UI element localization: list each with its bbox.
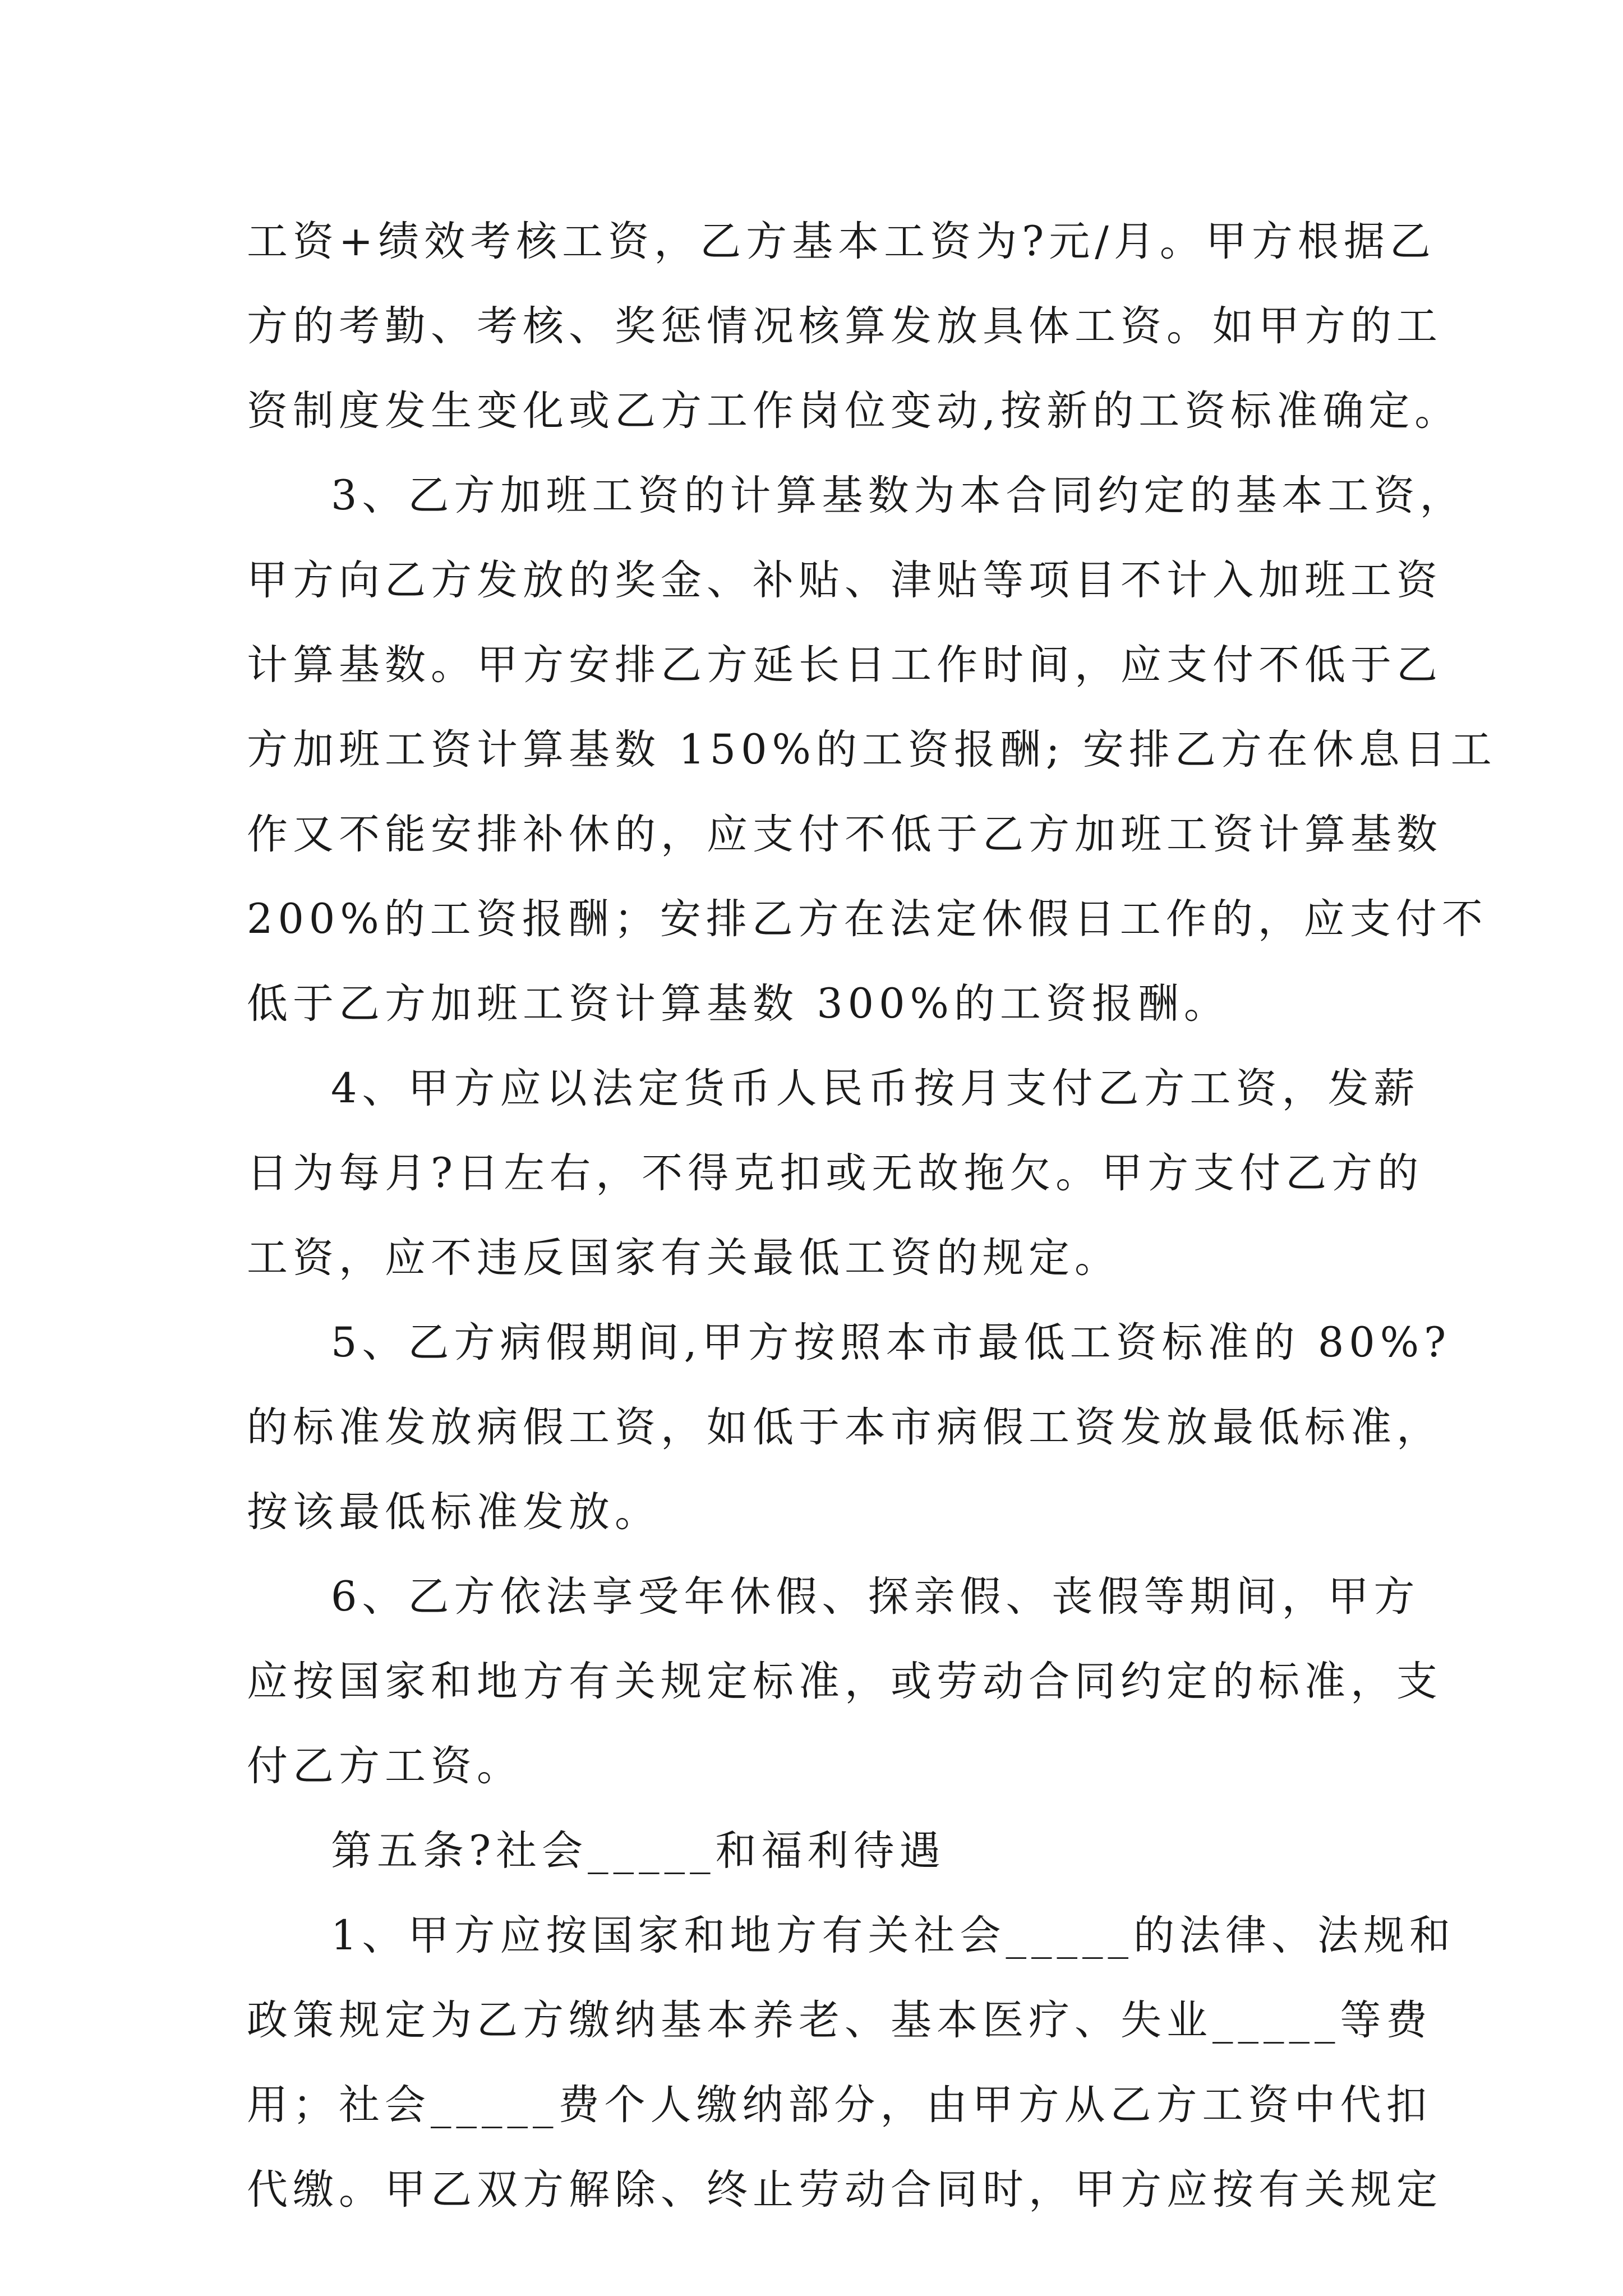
text-line: 的标准发放病假工资，如低于本市病假工资发放最低标准， (247, 1404, 1442, 1451)
text-line: 3、乙方加班工资的计算基数为本合同约定的基本工资， (331, 472, 1466, 519)
text-line: 用；社会_____费个人缴纳部分，由甲方从乙方工资中代扣 (247, 2081, 1432, 2129)
text-line: 按该最低标准发放。 (247, 1488, 661, 1536)
text-line: 应按国家和地方有关规定标准，或劳动合同约定的标准，支 (247, 1658, 1442, 1705)
text-line: 1、甲方应按国家和地方有关社会_____的法律、法规和 (331, 1912, 1455, 1959)
text-line: 计算基数。甲方安排乙方延长日工作时间，应支付不低于乙 (247, 641, 1442, 689)
text-line: 甲方向乙方发放的奖金、补贴、津贴等项目不计入加班工资 (247, 556, 1442, 604)
text-line: 5、乙方病假期间,甲方按照本市最低工资标准的 80%? (331, 1319, 1451, 1366)
text-line: 方的考勤、考核、奖惩情况核算发放具体工资。如甲方的工 (247, 302, 1442, 350)
text-line: 工资，应不违反国家有关最低工资的规定。 (247, 1234, 1121, 1282)
text-line: 资制度发生变化或乙方工作岗位变动,按新的工资标准确定。 (247, 387, 1461, 435)
document-body (247, 199, 1497, 2232)
text-line: 政策规定为乙方缴纳基本养老、基本医疗、失业_____等费 (247, 1996, 1432, 2044)
text-line: 6、乙方依法享受年休假、探亲假、丧假等期间，甲方 (331, 1573, 1420, 1621)
text-line: 4、甲方应以法定货币人民币按月支付乙方工资，发薪 (331, 1065, 1420, 1112)
text-line: 第五条?社会_____和福利待遇 (331, 1827, 946, 1875)
text-line: 日为每月?日左右，不得克扣或无故拖欠。甲方支付乙方的 (247, 1149, 1424, 1197)
text-line: 方加班工资计算基数 150%的工资报酬; 安排乙方在休息日工 (247, 726, 1497, 774)
text-line: 200%的工资报酬；安排乙方在法定休假日工作的，应支付不 (247, 895, 1488, 943)
text-line: 付乙方工资。 (247, 1742, 523, 1790)
text-line: 作又不能安排补休的，应支付不低于乙方加班工资计算基数 (247, 811, 1442, 858)
text-line: 工资+绩效考核工资，乙方基本工资为?元/月。甲方根据乙 (247, 218, 1436, 265)
text-line: 代缴。甲乙双方解除、终止劳动合同时，甲方应按有关规定 (247, 2166, 1442, 2214)
text-line: 低于乙方加班工资计算基数 300%的工资报酬。 (247, 980, 1230, 1028)
